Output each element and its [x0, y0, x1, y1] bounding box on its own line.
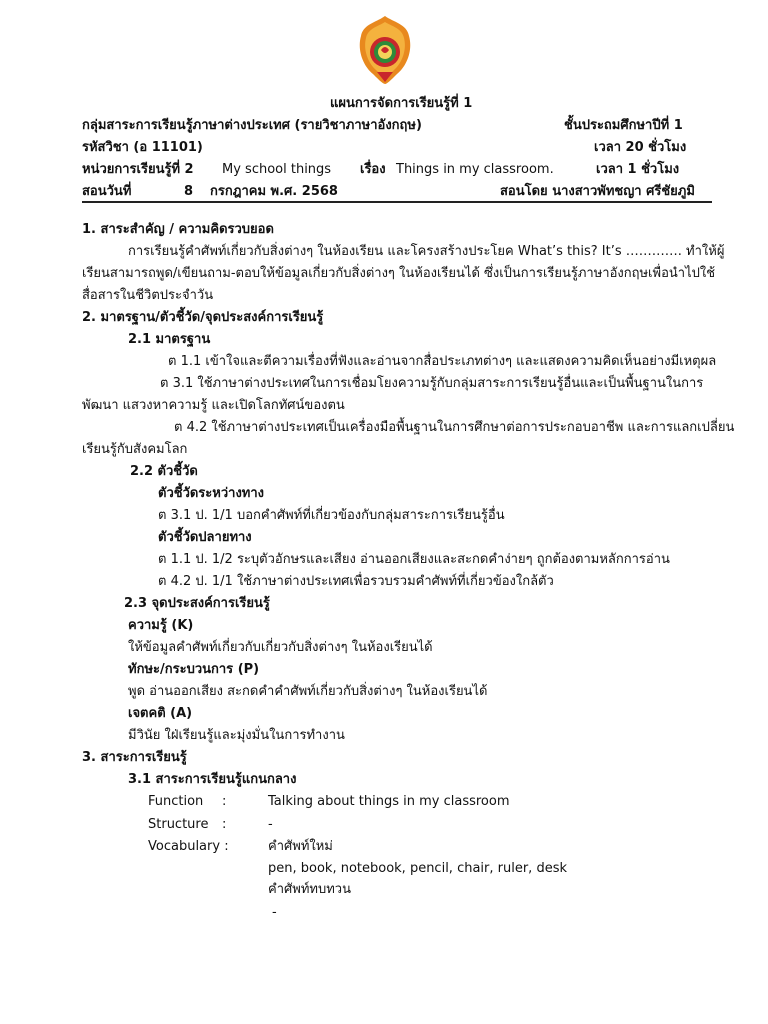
final-indicator-1: ต 1.1 ป. 1/2 ระบุตัวอักษรและเสียง อ่านออกเสียงและสะกดคำง่ายๆ ถูกต้องตามหลักการอ่าน	[158, 552, 670, 567]
date-label: สอนวันที่	[82, 184, 132, 199]
concept-line-1: การเรียนรู้คำศัพท์เกี่ยวกับสิ่งต่างๆ ในห้องเรียน และโครงสร้างประโยค What’s this? It’s …………. ทำให้ผู้	[128, 244, 725, 259]
school-emblem-logo	[355, 14, 415, 86]
attitude-text: มีวินัย ใฝ่เรียนรู้และมุ่งมั่นในการทำงาน	[128, 728, 345, 743]
section3-heading: 3. สาระการเรียนรู้	[82, 750, 187, 765]
standards-heading: 2.1 มาตรฐาน	[128, 332, 211, 347]
review-vocabulary-heading: คำศัพท์ทบทวน	[268, 882, 351, 897]
function-value: Talking about things in my classroom	[268, 794, 510, 809]
unit-label: หน่วยการเรียนรู้ที่ 2	[82, 162, 194, 177]
process-text: พูด อ่านออกเสียง สะกดคำคำศัพท์เกี่ยวกับสิ่งต่างๆ ในห้องเรียนได้	[128, 684, 488, 699]
process-heading: ทักษะ/กระบวนการ (P)	[128, 662, 260, 677]
concept-line-3: สื่อสารในชีวิตประจำวัน	[82, 288, 214, 303]
unit-name: My school things	[222, 162, 332, 177]
new-vocabulary-heading: คำศัพท์ใหม่	[268, 839, 333, 854]
vocabulary-label: Vocabulary :	[148, 839, 229, 854]
attitude-heading: เจตคติ (A)	[128, 706, 193, 721]
knowledge-heading: ความรู้ (K)	[128, 618, 194, 633]
lesson-time: เวลา 1 ชั่วโมง	[596, 162, 680, 177]
structure-label: Structure	[148, 817, 209, 832]
objectives-heading: 2.3 จุดประสงค์การเรียนรู้	[124, 596, 270, 611]
concept-line-2: เรียนสามารถพูด/เขียนถาม-ตอบให้ข้อมูลเกี่ยวกับสิ่งต่างๆ ในห้องเรียนได้ ซึ่งเป็นการเรียนรู้ภาษาอังกฤษเพื่อนำไปใช้	[82, 266, 716, 281]
header-divider	[82, 201, 712, 203]
indicators-heading: 2.2 ตัวชี้วัด	[130, 464, 198, 479]
standard-1: ต 1.1 เข้าใจและตีความเรื่องที่ฟังและอ่านจากสื่อประเภทต่างๆ และแสดงความคิดเห็นอย่างมีเหตุผล	[168, 354, 717, 369]
core-content-heading: 3.1 สาระการเรียนรู้แกนกลาง	[128, 772, 297, 787]
review-vocabulary-list: -	[272, 905, 277, 920]
grade-level: ชั้นประถมศึกษาปีที่ 1	[564, 118, 683, 133]
subject-group: กลุ่มสาระการเรียนรู้ภาษาต่างประเทศ (รายวิชาภาษาอังกฤษ)	[82, 118, 422, 133]
standard-2-line-1: ต 3.1 ใช้ภาษาต่างประเทศในการเชื่อมโยงความรู้กับกลุ่มสาระการเรียนรู้อื่นและเป็นพื้นฐานในการ	[160, 376, 704, 391]
knowledge-text: ให้ข้อมูลคำศัพท์เกี่ยวกับเกี่ยวกับสิ่งต่างๆ ในห้องเรียนได้	[128, 640, 433, 655]
topic-label: เรื่อง	[360, 162, 386, 177]
topic-name: Things in my classroom.	[396, 162, 554, 177]
structure-colon: :	[222, 817, 227, 832]
interim-indicators-heading: ตัวชี้วัดระหว่างทาง	[158, 486, 265, 501]
function-colon: :	[222, 794, 227, 809]
final-indicators-heading: ตัวชี้วัดปลายทาง	[158, 530, 252, 545]
date-month-year: กรกฎาคม พ.ศ. 2568	[210, 184, 338, 199]
standard-3-line-1: ต 4.2 ใช้ภาษาต่างประเทศเป็นเครื่องมือพื้นฐานในการศึกษาต่อการประกอบอาชีพ และการแลกเปลี่ยน	[174, 420, 735, 435]
total-time: เวลา 20 ชั่วโมง	[594, 140, 687, 155]
standard-2-line-2: พัฒนา แสวงหาความรู้ และเปิดโลกทัศน์ของตน	[82, 398, 345, 413]
plan-title: แผนการจัดการเรียนรู้ที่ 1	[330, 96, 473, 111]
course-code: รหัสวิชา (อ 11101)	[82, 140, 203, 155]
section2-heading: 2. มาตรฐาน/ตัวชี้วัด/จุดประสงค์การเรียนรู้	[82, 310, 324, 325]
standard-3-line-2: เรียนรู้กับสังคมโลก	[82, 442, 188, 457]
teacher-name: สอนโดย นางสาวพัทชญา ศรีชัยภูมิ	[500, 184, 695, 199]
structure-value: -	[268, 817, 273, 832]
interim-indicator-1: ต 3.1 ป. 1/1 บอกคำศัพท์ที่เกี่ยวข้องกับกลุ่มสาระการเรียนรู้อื่น	[158, 508, 505, 523]
date-day: 8	[184, 184, 194, 199]
function-label: Function	[148, 794, 204, 809]
section1-heading: 1. สาระสำคัญ / ความคิดรวบยอด	[82, 222, 274, 237]
final-indicator-2: ต 4.2 ป. 1/1 ใช้ภาษาต่างประเทศเพื่อรวบรวมคำศัพท์ที่เกี่ยวข้องใกล้ตัว	[158, 574, 554, 589]
new-vocabulary-list: pen, book, notebook, pencil, chair, ruler, desk	[268, 861, 567, 876]
